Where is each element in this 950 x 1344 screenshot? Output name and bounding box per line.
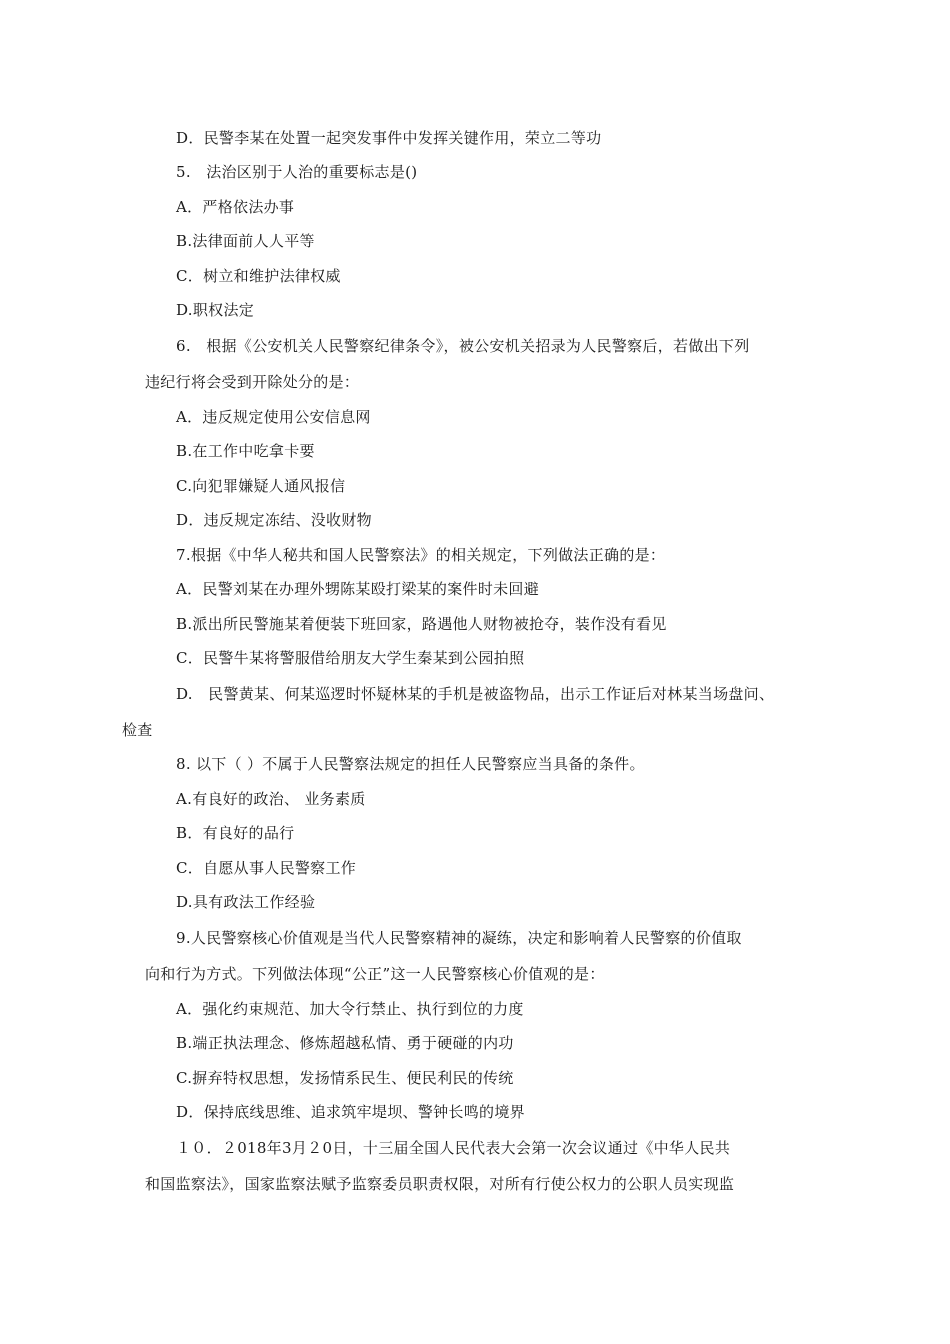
- option-a-q6: A．违反规定使用公安信息网: [176, 408, 371, 426]
- question-6-continued: 违纪行将会受到开除处分的是：: [145, 373, 360, 391]
- question-5: 5. 法治区别于人治的重要标志是(): [176, 163, 418, 181]
- option-a-q8: A.有良好的政治、 业务素质: [176, 790, 366, 808]
- option-d-q4: D．民警李某在处置一起突发事件中发挥关键作用，荣立二等功: [176, 129, 602, 147]
- option-d-q5: D.职权法定: [176, 301, 255, 319]
- option-a-q9: A．强化约束规范、加大令行禁止、执行到位的力度: [176, 1000, 524, 1018]
- option-b-q6: B.在工作中吃拿卡要: [176, 442, 315, 460]
- question-7: 7.根据《中华人秘共和国人民警察法》的相关规定，下列做法正确的是：: [176, 546, 666, 564]
- question-6: 6. 根据《公安机关人民警察纪律条令》，被公安机关招录为人民警察后，若做出下列: [176, 337, 750, 355]
- option-b-q8: B．有良好的品行: [176, 824, 295, 842]
- question-9: 9.人民警察核心价值观是当代人民警察精神的凝练，决定和影响着人民警察的价值取: [176, 929, 742, 947]
- option-c-q9: C.摒弃特权思想，发扬情系民生、便民利民的传统: [176, 1069, 514, 1087]
- question-9-continued: 向和行为方式。下列做法体现“公正”这一人民警察核心价值观的是：: [145, 965, 605, 983]
- option-c-q6: C.向犯罪嫌疑人通风报信: [176, 477, 346, 495]
- option-c-q8: C．自愿从事人民警察工作: [176, 859, 357, 877]
- option-d-q8: D.具有政法工作经验: [176, 893, 316, 911]
- option-d-q6: D．违反规定冻结、没收财物: [176, 511, 372, 529]
- question-10: １０．２018年3月２0日，十三届全国人民代表大会第一次会议通过《中华人民共: [176, 1139, 731, 1157]
- option-d-q7-continued: 检查: [122, 721, 153, 739]
- option-b-q9: B.端正执法理念、修炼超越私情、勇于硬碰的内功: [176, 1034, 514, 1052]
- option-c-q5: C．树立和维护法律权威: [176, 267, 341, 285]
- question-8: 8. 以下（ ）不属于人民警察法规定的担任人民警察应当具备的条件。: [176, 755, 645, 773]
- question-10-continued: 和国监察法》，国家监察法赋予监察委员职责权限，对所有行使公权力的公职人员实现监: [145, 1175, 735, 1193]
- option-d-q9: D．保持底线思维、追求筑牢堤坝、警钟长鸣的境界: [176, 1103, 525, 1121]
- option-b-q5: B.法律面前人人平等: [176, 232, 315, 250]
- option-b-q7: B.派出所民警施某着便装下班回家，路遇他人财物被抢夺，装作没有看见: [176, 615, 667, 633]
- option-c-q7: C．民警牛某将警服借给朋友大学生秦某到公园拍照: [176, 649, 525, 667]
- option-a-q5: A．严格依法办事: [176, 198, 295, 216]
- option-d-q7: D. 民警黄某、何某巡逻时怀疑林某的手机是被盗物品，出示工作证后对林某当场盘问、: [176, 685, 775, 703]
- option-a-q7: A．民警刘某在办理外甥陈某殴打梁某的案件时未回避: [176, 580, 540, 598]
